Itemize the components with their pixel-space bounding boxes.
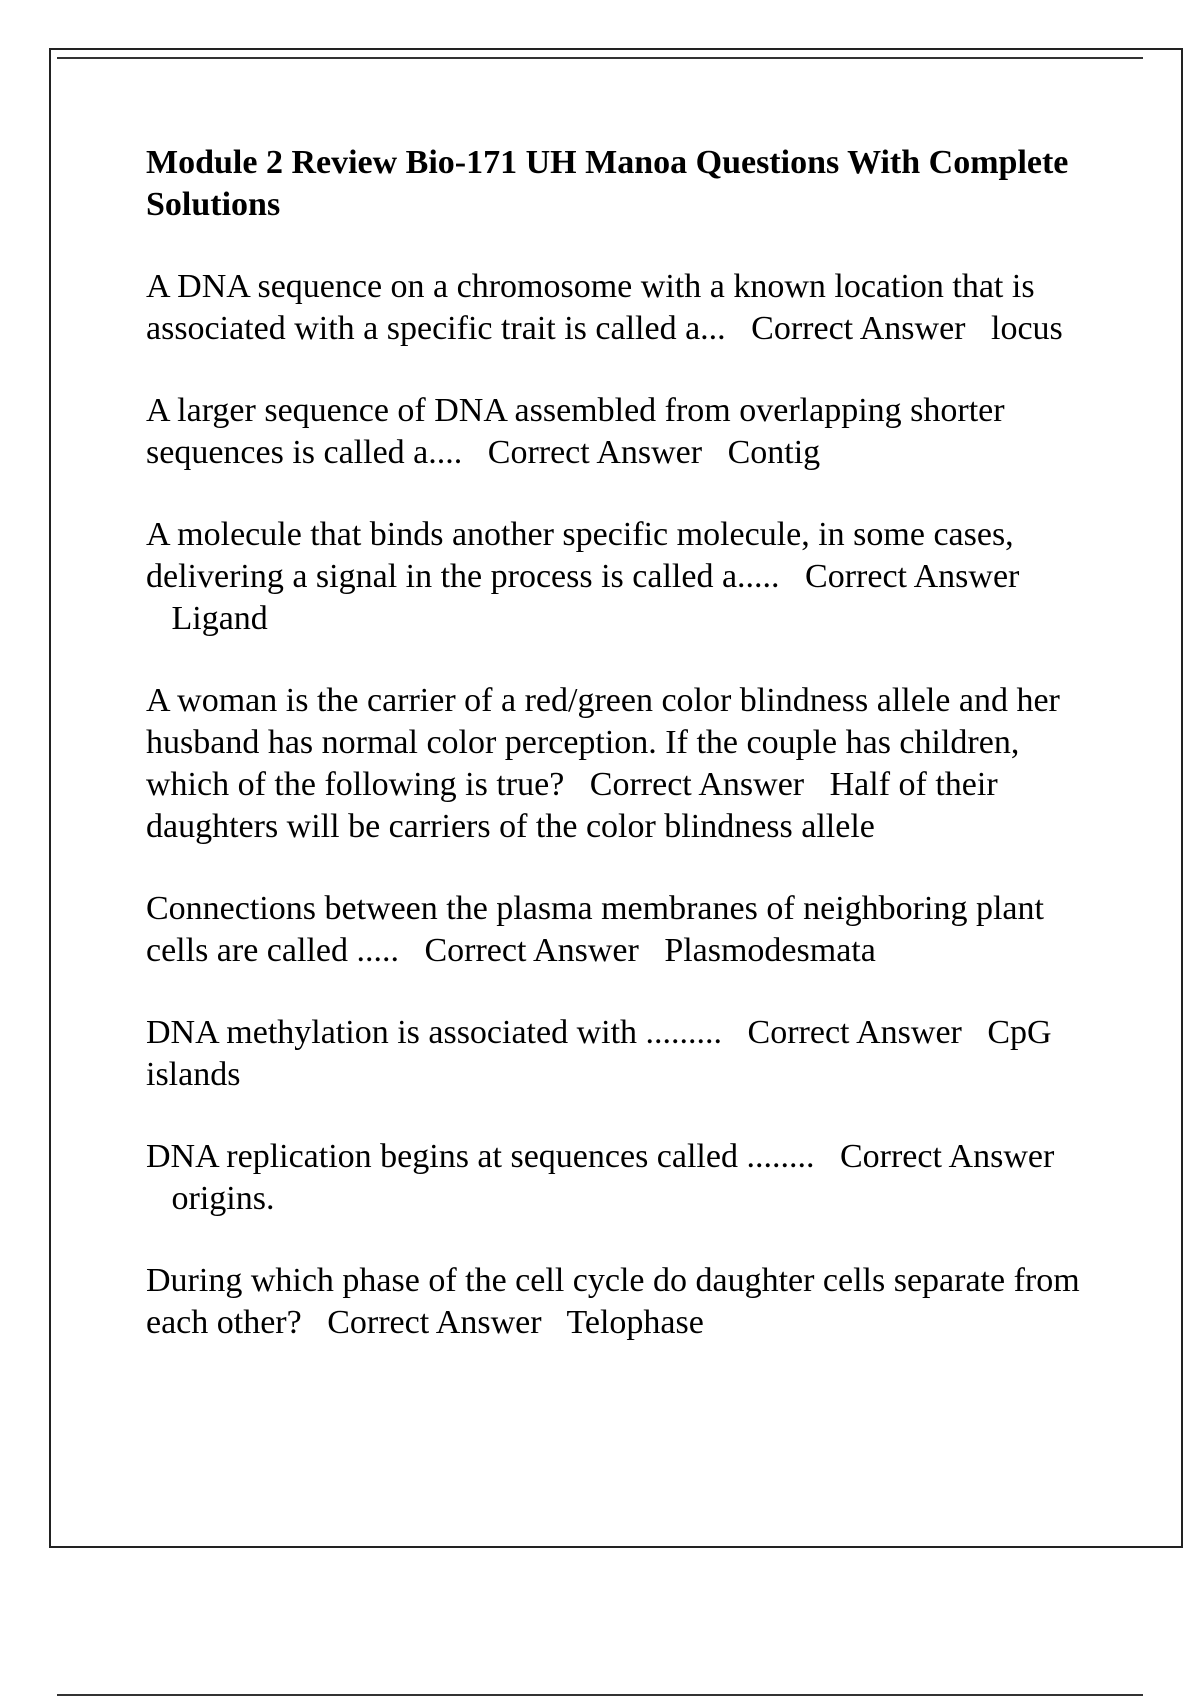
answer-label: Correct Answer — [747, 1014, 962, 1051]
bottom-rule — [57, 1694, 1143, 1696]
question-text: A woman is the carrier of a red/green color blindness allele and her husband has normal color perception. If the couple has children, which of the following is true? — [146, 682, 1060, 803]
answer-text: Half of their daughters will be carriers of the color blindness allele — [146, 766, 998, 845]
qa-item — [146, 1136, 1086, 1220]
answer-text: Plasmodesmata — [664, 932, 876, 969]
answer-label: Correct Answer — [839, 1138, 1055, 1175]
answer-text: Contig — [727, 434, 821, 471]
answer-text: locus — [991, 310, 1063, 347]
answer-label: Correct Answer — [589, 766, 805, 803]
answer-label: Correct Answer — [751, 310, 966, 347]
qa-item — [146, 514, 1086, 640]
question-text: DNA methylation is associated with ......... — [146, 1014, 723, 1051]
qa-item — [146, 390, 1086, 474]
question-text: Connections between the plasma membranes of neighboring plant cells are called ..... — [146, 890, 1044, 969]
question-text: A DNA sequence on a chromosome with a known location that is associated with a specific trait is called a... — [146, 268, 1035, 347]
question-text: A molecule that binds another specific molecule, in some cases, delivering a signal in the process is called a..... — [146, 516, 1014, 595]
answer-text: origins. — [171, 1180, 275, 1217]
question-text: During which phase of the cell cycle do daughter cells separate from each other? — [146, 1262, 1080, 1341]
question-text: A larger sequence of DNA assembled from overlapping shorter sequences is called a.... — [146, 392, 1005, 471]
qa-item — [146, 1012, 1086, 1096]
document-body — [146, 142, 1086, 1384]
answer-label: Correct Answer — [805, 558, 1020, 595]
answer-text: CpG islands — [146, 1014, 1052, 1093]
qa-item — [146, 1260, 1086, 1344]
answer-text: Ligand — [171, 600, 268, 637]
answer-text: Telophase — [566, 1304, 704, 1341]
question-text: DNA replication begins at sequences called ........ — [146, 1138, 815, 1175]
top-rule — [57, 57, 1143, 59]
qa-item — [146, 266, 1086, 350]
qa-item — [146, 888, 1086, 972]
qa-item — [146, 680, 1086, 848]
answer-label: Correct Answer — [487, 434, 703, 471]
document-title: Module 2 Review Bio-171 UH Manoa Questions With Complete Solutions — [146, 144, 1069, 223]
answer-label: Correct Answer — [424, 932, 639, 969]
answer-label: Correct Answer — [327, 1304, 542, 1341]
